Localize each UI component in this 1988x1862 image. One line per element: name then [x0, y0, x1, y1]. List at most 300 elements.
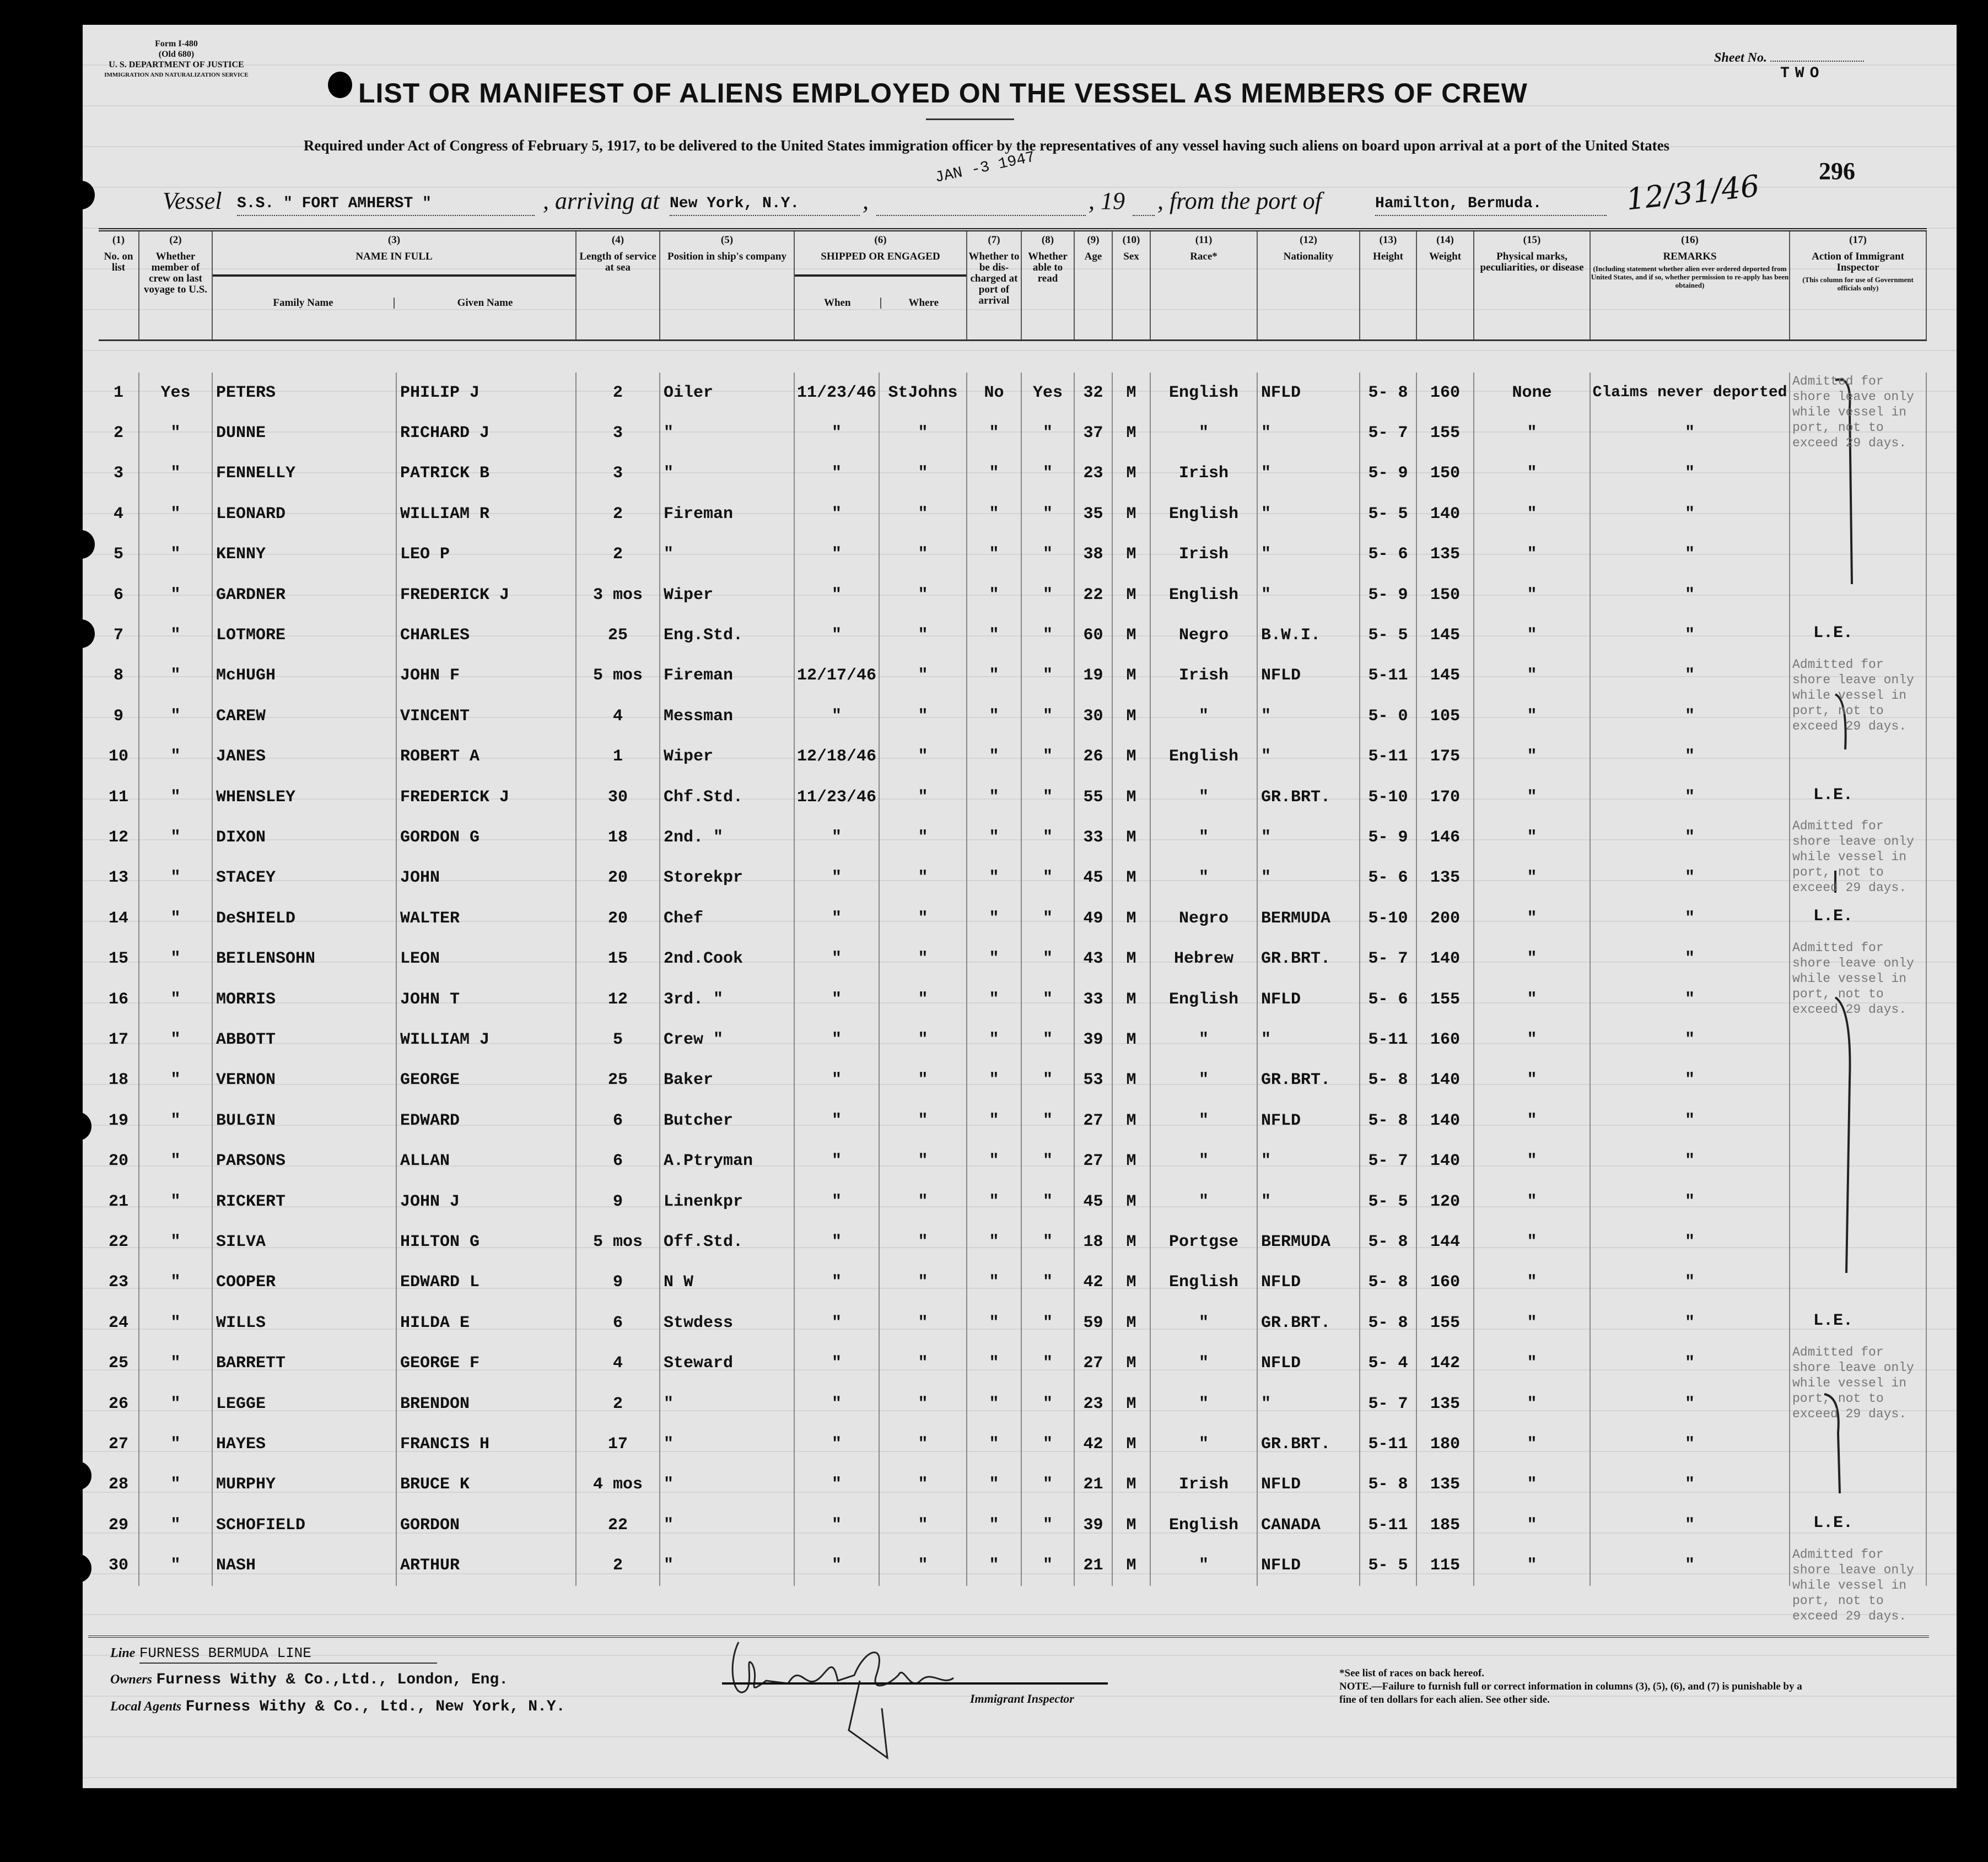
cell-position: Chef — [660, 898, 795, 938]
cell-shipped-when: " — [795, 615, 880, 655]
cell-position: Linenkpr — [660, 1181, 795, 1222]
column-label: Whether able to read — [1028, 251, 1068, 284]
cell-able-to-read: " — [1022, 1384, 1075, 1424]
cell-able-to-read: Yes — [1022, 373, 1075, 413]
column-header — [577, 231, 660, 339]
cell-age: 59 — [1075, 1303, 1113, 1343]
column-label: Length of service at sea — [579, 251, 656, 273]
cell-remarks: " — [1591, 1505, 1790, 1545]
cell-length-of-service: 5 mos — [577, 656, 660, 696]
cell-height: 5- 8 — [1360, 1100, 1417, 1141]
cell-shipped-where: " — [880, 1505, 967, 1545]
cell-member: " — [139, 817, 213, 857]
cell-weight: 140 — [1417, 939, 1474, 979]
page-number: 296 — [1819, 158, 1855, 185]
cell-remarks: " — [1591, 1546, 1790, 1586]
table-row — [99, 494, 1927, 534]
column-number: (17) — [1849, 234, 1867, 246]
cell-able-to-read: " — [1022, 898, 1075, 938]
cell-member: " — [139, 575, 213, 615]
cell-shipped-when: " — [795, 1222, 880, 1262]
cell-length-of-service: 25 — [577, 1060, 660, 1100]
line-label: Line — [110, 1646, 136, 1660]
cell-remarks: " — [1591, 1424, 1790, 1464]
cell-sex: M — [1113, 817, 1151, 857]
cell-sex: M — [1113, 656, 1151, 696]
cell-shipped-where: " — [880, 413, 967, 453]
cell-given-name: HILDA E — [397, 1303, 577, 1343]
cell-family-name: MORRIS — [213, 979, 397, 1019]
table-row — [99, 1222, 1927, 1262]
cell-physical-marks: " — [1474, 1384, 1591, 1424]
cell-shipped-where: " — [880, 979, 967, 1019]
cell-no: 5 — [99, 535, 139, 575]
cell-position: Oiler — [660, 373, 795, 413]
cell-position: " — [660, 1465, 795, 1505]
cell-height: 5-11 — [1360, 656, 1417, 696]
cell-family-name: McHUGH — [213, 656, 397, 696]
cell-physical-marks: " — [1474, 413, 1591, 453]
handwritten-date: 12/31/46 — [1624, 168, 1761, 217]
cell-member: " — [139, 1019, 213, 1060]
cell-sex: M — [1113, 1222, 1151, 1262]
cell-sex: M — [1113, 1060, 1151, 1100]
owners-value: Furness Withy & Co.,Ltd., London, Eng. — [156, 1671, 509, 1688]
cell-height: 5- 5 — [1360, 615, 1417, 655]
cell-no: 17 — [99, 1019, 139, 1060]
punch-hole — [67, 619, 95, 648]
cell-sex: M — [1113, 1181, 1151, 1222]
cell-family-name: JANES — [213, 737, 397, 777]
cell-height: 5- 5 — [1360, 494, 1417, 534]
cell-shipped-when: " — [795, 1384, 880, 1424]
from-label: , from the port of — [1157, 187, 1322, 214]
cell-given-name: JOHN F — [397, 656, 577, 696]
cell-shipped-when: " — [795, 939, 880, 979]
cell-family-name: LEONARD — [213, 494, 397, 534]
column-header — [139, 231, 213, 339]
column-number: (8) — [1041, 234, 1054, 246]
cell-given-name: BRENDON — [397, 1384, 577, 1424]
cell-age: 39 — [1075, 1019, 1113, 1060]
cell-given-name: FREDERICK J — [397, 575, 577, 615]
cell-height: 5- 4 — [1360, 1343, 1417, 1384]
cell-no: 24 — [99, 1303, 139, 1343]
column-label: Whether to be dis-charged at port of arrival — [968, 251, 1020, 306]
cell-no: 10 — [99, 737, 139, 777]
cell-able-to-read: " — [1022, 737, 1075, 777]
cell-race: Negro — [1151, 898, 1258, 938]
cell-sex: M — [1113, 696, 1151, 736]
cell-race: English — [1151, 1262, 1258, 1303]
cell-shipped-when: " — [795, 1060, 880, 1100]
cell-sex: M — [1113, 858, 1151, 898]
cell-shipped-when: " — [795, 535, 880, 575]
cell-length-of-service: 1 — [577, 737, 660, 777]
cell-physical-marks: " — [1474, 656, 1591, 696]
table-row — [99, 777, 1927, 817]
cell-physical-marks: " — [1474, 1465, 1591, 1505]
cell-family-name: NASH — [213, 1546, 397, 1586]
cell-position: Butcher — [660, 1100, 795, 1141]
cell-shipped-when: " — [795, 1100, 880, 1141]
cell-shipped-where: " — [880, 1343, 967, 1384]
column-number: (2) — [169, 234, 182, 246]
cell-remarks: " — [1591, 939, 1790, 979]
requirement-text: Required under Act of Congress of February 5, 1917, to be delivered to the United States immigration officer by the representatives of any vessel having such aliens on board upon arrival at a port of the United States — [303, 137, 1670, 154]
cell-sex: M — [1113, 777, 1151, 817]
cell-position: " — [660, 454, 795, 494]
cell-physical-marks: " — [1474, 817, 1591, 857]
column-subheader: Given Name — [457, 297, 513, 309]
cell-remarks: " — [1591, 1262, 1790, 1303]
cell-weight: 185 — [1417, 1505, 1474, 1545]
table-row — [99, 1060, 1927, 1100]
department: U. S. DEPARTMENT OF JUSTICE — [109, 60, 244, 69]
cell-remarks: " — [1591, 1222, 1790, 1262]
cell-age: 32 — [1075, 373, 1113, 413]
cell-age: 30 — [1075, 696, 1113, 736]
cell-given-name: GORDON G — [397, 817, 577, 857]
cell-age: 33 — [1075, 979, 1113, 1019]
cell-family-name: BULGIN — [213, 1100, 397, 1141]
cell-discharged: " — [967, 858, 1022, 898]
cell-family-name: BEILENSOHN — [213, 939, 397, 979]
footer-left — [110, 1639, 565, 1720]
cell-physical-marks: " — [1474, 1505, 1591, 1545]
inspector-action-le: L.E. — [1813, 624, 1854, 643]
cell-weight: 115 — [1417, 1546, 1474, 1586]
cell-nationality: NFLD — [1258, 373, 1360, 413]
cell-sex: M — [1113, 1343, 1151, 1384]
cell-shipped-where: " — [880, 615, 967, 655]
cell-race: " — [1151, 1060, 1258, 1100]
page-title: LIST OR MANIFEST OF ALIENS EMPLOYED ON THE VESSEL AS MEMBERS OF CREW — [358, 78, 1528, 109]
cell-given-name: EDWARD L — [397, 1262, 577, 1303]
column-subheader: When — [795, 298, 881, 309]
arrival-date-blank — [876, 193, 1086, 216]
cell-shipped-where: " — [880, 898, 967, 938]
cell-race: " — [1151, 1100, 1258, 1141]
cell-age: 23 — [1075, 454, 1113, 494]
cell-remarks: " — [1591, 1343, 1790, 1384]
cell-family-name: COOPER — [213, 1262, 397, 1303]
column-header — [99, 231, 139, 339]
cell-weight: 155 — [1417, 413, 1474, 453]
cell-weight: 150 — [1417, 575, 1474, 615]
cell-shipped-where: " — [880, 1100, 967, 1141]
shore-leave-stamp: Admitted for shore leave only while vessel in port, not to exceed 29 days. — [1792, 819, 1914, 895]
cell-nationality: NFLD — [1258, 1343, 1360, 1384]
cell-discharged: No — [967, 373, 1022, 413]
shore-leave-stamp: Admitted for shore leave only while vessel in port, not to exceed 29 days. — [1792, 657, 1914, 733]
cell-weight: 170 — [1417, 777, 1474, 817]
shore-leave-stamp: Admitted for shore leave only while vessel in port, not to exceed 29 days. — [1792, 374, 1914, 450]
cell-shipped-when: " — [795, 1505, 880, 1545]
cell-shipped-where: " — [880, 535, 967, 575]
cell-discharged: " — [967, 575, 1022, 615]
cell-race: " — [1151, 777, 1258, 817]
cell-able-to-read: " — [1022, 1343, 1075, 1384]
cell-length-of-service: 4 — [577, 696, 660, 736]
cell-family-name: WILLS — [213, 1303, 397, 1343]
cell-sex: M — [1113, 1505, 1151, 1545]
cell-nationality: " — [1258, 1384, 1360, 1424]
cell-weight: 175 — [1417, 737, 1474, 777]
cell-able-to-read: " — [1022, 1060, 1075, 1100]
cell-shipped-where: " — [880, 939, 967, 979]
column-header — [660, 231, 795, 339]
cell-given-name: BRUCE K — [397, 1465, 577, 1505]
cell-age: 33 — [1075, 817, 1113, 857]
cell-height: 5- 8 — [1360, 1262, 1417, 1303]
cell-race: Irish — [1151, 656, 1258, 696]
column-label: Whether member of crew on last voyage to U.S. — [143, 251, 208, 295]
cell-position: Stwdess — [660, 1303, 795, 1343]
cell-no: 30 — [99, 1546, 139, 1586]
cell-shipped-where: " — [880, 1262, 967, 1303]
cell-given-name: PHILIP J — [397, 373, 577, 413]
cell-able-to-read: " — [1022, 1019, 1075, 1060]
cell-remarks: " — [1591, 454, 1790, 494]
cell-weight: 135 — [1417, 858, 1474, 898]
cell-height: 5- 0 — [1360, 696, 1417, 736]
cell-given-name: CHARLES — [397, 615, 577, 655]
cell-length-of-service: 20 — [577, 858, 660, 898]
cell-discharged: " — [967, 454, 1022, 494]
cell-nationality: GR.BRT. — [1258, 939, 1360, 979]
cell-weight: 145 — [1417, 615, 1474, 655]
cell-length-of-service: 18 — [577, 817, 660, 857]
table-row — [99, 615, 1927, 655]
table-row — [99, 1303, 1927, 1343]
column-header — [1591, 231, 1790, 339]
cell-height: 5-11 — [1360, 1019, 1417, 1060]
cell-position: 2nd.Cook — [660, 939, 795, 979]
inspector-label: Immigrant Inspector — [970, 1692, 1074, 1706]
cell-no: 22 — [99, 1222, 139, 1262]
cell-no: 27 — [99, 1424, 139, 1464]
cell-race: English — [1151, 494, 1258, 534]
cell-no: 15 — [99, 939, 139, 979]
cell-length-of-service: 3 — [577, 454, 660, 494]
column-header — [1258, 231, 1360, 339]
cell-physical-marks: " — [1474, 1019, 1591, 1060]
cell-shipped-where: " — [880, 656, 967, 696]
cell-physical-marks: " — [1474, 1100, 1591, 1141]
cell-discharged: " — [967, 696, 1022, 736]
cell-no: 7 — [99, 615, 139, 655]
table-row — [99, 1100, 1927, 1141]
cell-shipped-when: " — [795, 1465, 880, 1505]
cell-age: 55 — [1075, 777, 1113, 817]
cell-nationality: " — [1258, 494, 1360, 534]
year-blank — [1133, 193, 1155, 216]
punch-hole — [64, 1112, 91, 1141]
cell-position: Eng.Std. — [660, 615, 795, 655]
cell-family-name: DIXON — [213, 817, 397, 857]
cell-weight: 140 — [1417, 1100, 1474, 1141]
cell-member: " — [139, 656, 213, 696]
table-row — [99, 858, 1927, 898]
cell-shipped-where: " — [880, 1384, 967, 1424]
table-row — [99, 656, 1927, 696]
column-label: Position in ship's company — [667, 251, 786, 262]
cell-remarks: " — [1591, 858, 1790, 898]
cell-height: 5- 7 — [1360, 413, 1417, 453]
cell-nationality: " — [1258, 535, 1360, 575]
cell-position: " — [660, 535, 795, 575]
cell-no: 12 — [99, 817, 139, 857]
column-number: (10) — [1122, 234, 1140, 246]
cell-discharged: " — [967, 1465, 1022, 1505]
cell-shipped-where: " — [880, 1141, 967, 1181]
cell-sex: M — [1113, 1546, 1151, 1586]
cell-height: 5- 9 — [1360, 817, 1417, 857]
cell-inspector-action — [1790, 1424, 1927, 1464]
cell-position: 2nd. " — [660, 817, 795, 857]
cell-position: Storekpr — [660, 858, 795, 898]
cell-sex: M — [1113, 1465, 1151, 1505]
cell-age: 60 — [1075, 615, 1113, 655]
column-number: (16) — [1681, 234, 1699, 246]
table-row — [99, 575, 1927, 615]
cell-physical-marks: " — [1474, 1141, 1591, 1181]
cell-race: Portgse — [1151, 1222, 1258, 1262]
cell-given-name: EDWARD — [397, 1100, 577, 1141]
agents-label: Local Agents — [110, 1699, 182, 1714]
cell-length-of-service: 4 mos — [577, 1465, 660, 1505]
cell-physical-marks: " — [1474, 1546, 1591, 1586]
cell-nationality: GR.BRT. — [1258, 1303, 1360, 1343]
cell-shipped-where: " — [880, 1019, 967, 1060]
cell-height: 5- 8 — [1360, 1222, 1417, 1262]
cell-position: Wiper — [660, 575, 795, 615]
agents-value: Furness Withy & Co., Ltd., New York, N.Y. — [185, 1698, 565, 1715]
cell-family-name: MURPHY — [213, 1465, 397, 1505]
cell-member: Yes — [139, 373, 213, 413]
cell-no: 25 — [99, 1343, 139, 1384]
cell-age: 49 — [1075, 898, 1113, 938]
cell-height: 5- 8 — [1360, 1060, 1417, 1100]
cell-shipped-when: 12/17/46 — [795, 656, 880, 696]
cell-shipped-when: " — [795, 494, 880, 534]
cell-shipped-when: 12/18/46 — [795, 737, 880, 777]
cell-able-to-read: " — [1022, 817, 1075, 857]
column-number: (1) — [112, 234, 125, 246]
cell-shipped-when: " — [795, 1303, 880, 1343]
cell-member: " — [139, 1303, 213, 1343]
cell-nationality: NFLD — [1258, 1465, 1360, 1505]
cell-sex: M — [1113, 737, 1151, 777]
cell-length-of-service: 25 — [577, 615, 660, 655]
column-label: Sex — [1123, 251, 1139, 262]
cell-physical-marks: " — [1474, 1343, 1591, 1384]
cell-family-name: DUNNE — [213, 413, 397, 453]
cell-able-to-read: " — [1022, 939, 1075, 979]
inspector-action-le: L.E. — [1813, 1514, 1854, 1533]
column-number: (6) — [874, 234, 887, 246]
column-number: (3) — [387, 234, 401, 246]
cell-nationality: NFLD — [1258, 656, 1360, 696]
cell-physical-marks: " — [1474, 615, 1591, 655]
cell-position: " — [660, 1424, 795, 1464]
penalty-note: NOTE.—Failure to furnish full or correct information in columns (3), (5), (6), and (7) is punishable by a fine of ten dollars for each alien. See other side. — [1339, 1681, 1802, 1706]
cell-age: 18 — [1075, 1222, 1113, 1262]
cell-able-to-read: " — [1022, 535, 1075, 575]
cell-age: 23 — [1075, 1384, 1113, 1424]
cell-height: 5-11 — [1360, 1424, 1417, 1464]
cell-sex: M — [1113, 1019, 1151, 1060]
cell-no: 19 — [99, 1100, 139, 1141]
cell-member: " — [139, 1505, 213, 1545]
cell-physical-marks: " — [1474, 939, 1591, 979]
cell-remarks: " — [1591, 494, 1790, 534]
punch-hole — [67, 181, 95, 209]
cell-member: " — [139, 898, 213, 938]
cell-family-name: STACEY — [213, 858, 397, 898]
cell-length-of-service: 2 — [577, 1384, 660, 1424]
cell-weight: 105 — [1417, 696, 1474, 736]
cell-nationality: " — [1258, 1019, 1360, 1060]
cell-race: " — [1151, 413, 1258, 453]
cell-weight: 160 — [1417, 373, 1474, 413]
cell-shipped-when: " — [795, 979, 880, 1019]
cell-no: 26 — [99, 1384, 139, 1424]
cell-inspector-action — [1790, 1465, 1927, 1505]
cell-shipped-where: " — [880, 858, 967, 898]
cell-age: 38 — [1075, 535, 1113, 575]
cell-shipped-when: " — [795, 817, 880, 857]
cell-discharged: " — [967, 817, 1022, 857]
cell-sex: M — [1113, 1141, 1151, 1181]
cell-member: " — [139, 1465, 213, 1505]
cell-nationality: " — [1258, 737, 1360, 777]
cell-physical-marks: " — [1474, 1424, 1591, 1464]
cell-able-to-read: " — [1022, 1141, 1075, 1181]
table-header — [99, 228, 1927, 341]
column-label: Physical marks, peculiarities, or disease — [1480, 251, 1584, 273]
cell-remarks: " — [1591, 656, 1790, 696]
footer-notes — [1339, 1667, 1808, 1707]
cell-sex: M — [1113, 413, 1151, 453]
cell-shipped-where: " — [880, 1181, 967, 1222]
table-row — [99, 898, 1927, 938]
table-row — [99, 454, 1927, 494]
cell-able-to-read: " — [1022, 1181, 1075, 1222]
cell-race: " — [1151, 1141, 1258, 1181]
cell-weight: 135 — [1417, 1465, 1474, 1505]
cell-length-of-service: 6 — [577, 1303, 660, 1343]
cell-given-name: ALLAN — [397, 1141, 577, 1181]
cell-race: Negro — [1151, 615, 1258, 655]
cell-sex: M — [1113, 535, 1151, 575]
punch-hole — [64, 1554, 91, 1583]
cell-length-of-service: 5 — [577, 1019, 660, 1060]
cell-able-to-read: " — [1022, 494, 1075, 534]
cell-discharged: " — [967, 1546, 1022, 1586]
cell-family-name: CAREW — [213, 696, 397, 736]
from-port: Hamilton, Bermuda. — [1375, 193, 1607, 216]
cell-remarks: Claims never deported — [1591, 373, 1790, 413]
cell-able-to-read: " — [1022, 656, 1075, 696]
cell-length-of-service: 9 — [577, 1181, 660, 1222]
cell-position: Fireman — [660, 494, 795, 534]
cell-physical-marks: " — [1474, 535, 1591, 575]
cell-nationality: " — [1258, 454, 1360, 494]
cell-able-to-read: " — [1022, 696, 1075, 736]
cell-weight: 146 — [1417, 817, 1474, 857]
